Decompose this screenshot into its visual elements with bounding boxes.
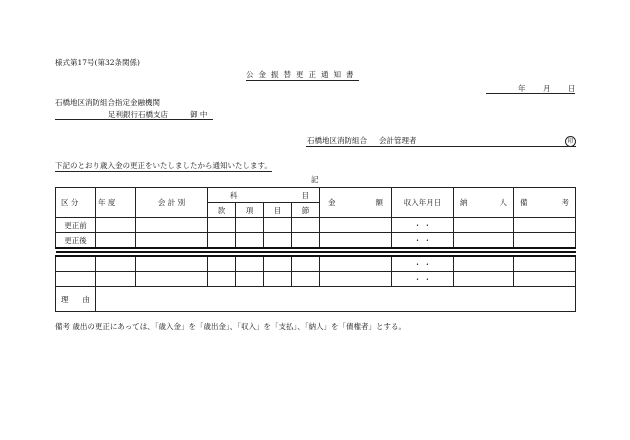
header-nounyuu: 納 人	[454, 188, 514, 218]
ki-label: 記	[311, 175, 319, 184]
table-row	[56, 233, 576, 249]
reason-row	[56, 287, 576, 312]
table-row	[56, 218, 576, 233]
reason-label: 理 由	[56, 287, 96, 312]
header-kubun: 区 分	[56, 188, 96, 218]
reason-field	[96, 287, 576, 312]
recipient-bank: 足利銀行石橋支店	[108, 110, 168, 119]
table-row	[56, 256, 576, 272]
header-kou: 項	[236, 203, 264, 218]
header-bikou: 備 考	[514, 188, 576, 218]
header-shuunyuu-date: 収入年月日	[392, 188, 454, 218]
date-month-label: 月	[543, 84, 551, 93]
header-moku: 目	[264, 203, 292, 218]
sender-org: 石橋地区消防組合	[307, 136, 367, 145]
header-kaikei: 会 計 別	[136, 188, 208, 218]
row-date: ・ ・	[392, 272, 454, 287]
row-kubun: 更正前	[56, 218, 96, 233]
seal-mark: 印	[565, 136, 576, 147]
correction-table	[55, 187, 576, 312]
table-row	[56, 272, 576, 287]
header-kan: 款	[208, 203, 236, 218]
sender-role: 会計管理者	[379, 136, 417, 145]
recipient-underline	[55, 119, 213, 120]
recipient-honorific: 御 中	[190, 110, 208, 119]
document-title: 公金振替更正通知書	[246, 70, 359, 79]
row-date: ・ ・	[392, 256, 454, 272]
form-number: 様式第17号(第32条関係)	[55, 58, 140, 67]
row-date: ・ ・	[392, 233, 454, 249]
date-day-label: 日	[568, 84, 576, 93]
recipient-org: 石橋地区消防組合指定金融機関	[55, 98, 160, 107]
row-kubun	[56, 272, 96, 287]
intro-text: 下記のとおり歳入金の更正をいたしましたから通知いたします。	[55, 161, 272, 170]
date-underline	[486, 93, 575, 94]
date-year-label: 年	[518, 84, 526, 93]
header-kingaku: 金 額	[320, 188, 392, 218]
row-date: ・ ・	[392, 218, 454, 233]
row-kubun	[56, 256, 96, 272]
header-setsu: 節	[292, 203, 320, 218]
sender-underline	[306, 146, 576, 147]
row-kubun: 更正後	[56, 233, 96, 249]
header-nendo: 年 度	[96, 188, 136, 218]
header-kamoku: 科 目	[208, 188, 320, 203]
footer-note: 備考 歳出の更正にあっては、「歳入金」を「歳出金」、「収入」を「支払」、「納人」を「債権者」とする。	[55, 322, 407, 331]
